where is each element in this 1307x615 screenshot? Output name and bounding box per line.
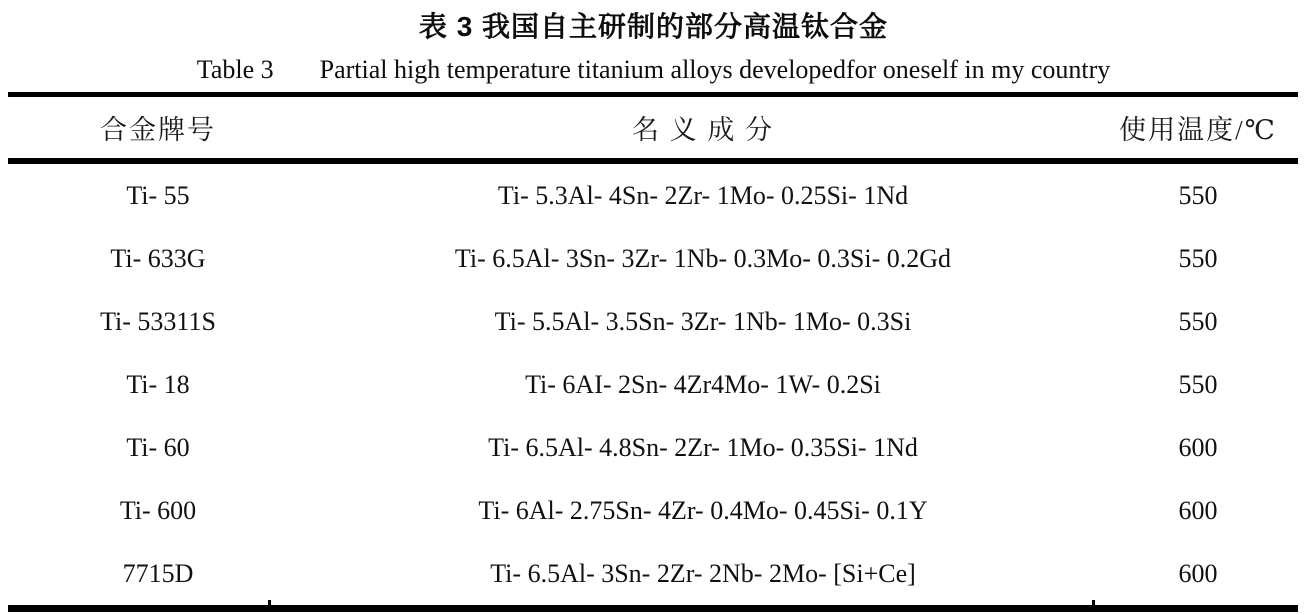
- temperature-cell: 550: [1178, 369, 1218, 399]
- table-header-row: [8, 97, 1298, 158]
- composition-cell: Ti- 6AI- 2Sn- 4Zr4Mo- 1W- 0.2Si: [525, 369, 881, 399]
- table-row: [8, 479, 1298, 542]
- alloy-cell: Ti- 600: [119, 495, 197, 525]
- composition-cell: Ti- 6.5Al- 4.8Sn- 2Zr- 1Mo- 0.35Si- 1Nd: [488, 432, 918, 462]
- temperature-cell: 600: [1178, 495, 1218, 525]
- header-temperature: 使用温度/℃: [1119, 115, 1277, 145]
- table-row: [8, 227, 1298, 290]
- composition-cell: Ti- 6.5Al- 3Sn- 2Zr- 2Nb- 2Mo- [Si+Ce]: [490, 558, 916, 588]
- table-row: [8, 164, 1298, 227]
- table-body: [8, 164, 1298, 605]
- composition-cell: Ti- 5.3Al- 4Sn- 2Zr- 1Mo- 0.25Si- 1Nd: [497, 180, 909, 210]
- alloy-cell: Ti- 633G: [110, 243, 206, 273]
- temperature-cell: 550: [1178, 180, 1218, 210]
- column-divider-tick: [268, 600, 271, 611]
- table-title-english: [0, 55, 1307, 85]
- bottom-rule: [8, 605, 1298, 612]
- temperature-cell: 600: [1178, 432, 1218, 462]
- alloy-cell: Ti- 60: [126, 432, 190, 462]
- table-row: [8, 416, 1298, 479]
- column-divider-tick: [1092, 600, 1095, 611]
- alloy-cell: 7715D: [122, 558, 194, 588]
- header-alloy: 合金牌号: [100, 115, 216, 145]
- composition-cell: Ti- 5.5Al- 3.5Sn- 3Zr- 1Nb- 1Mo- 0.3Si: [494, 306, 912, 336]
- table-caption: Partial high temperature titanium alloys developedfor oneself in my country: [319, 55, 1111, 84]
- composition-cell: Ti- 6Al- 2.75Sn- 4Zr- 0.4Mo- 0.45Si- 0.1Y: [478, 495, 928, 525]
- table-number-label: Table 3: [196, 55, 274, 84]
- temperature-cell: 550: [1178, 243, 1218, 273]
- composition-cell: Ti- 6.5Al- 3Sn- 3Zr- 1Nb- 0.3Mo- 0.3Si- 0.2Gd: [454, 243, 952, 273]
- header-composition: 名 义 成 分: [631, 115, 775, 145]
- temperature-cell: 600: [1178, 558, 1218, 588]
- temperature-cell: 550: [1178, 306, 1218, 336]
- table-title-chinese: 表 3 我国自主研制的部分高温钛合金: [418, 11, 889, 42]
- table-row: [8, 542, 1298, 605]
- alloy-cell: Ti- 53311S: [100, 306, 216, 336]
- table-row: [8, 290, 1298, 353]
- alloy-cell: Ti- 55: [126, 180, 190, 210]
- table-row: [8, 353, 1298, 416]
- alloy-cell: Ti- 18: [126, 369, 190, 399]
